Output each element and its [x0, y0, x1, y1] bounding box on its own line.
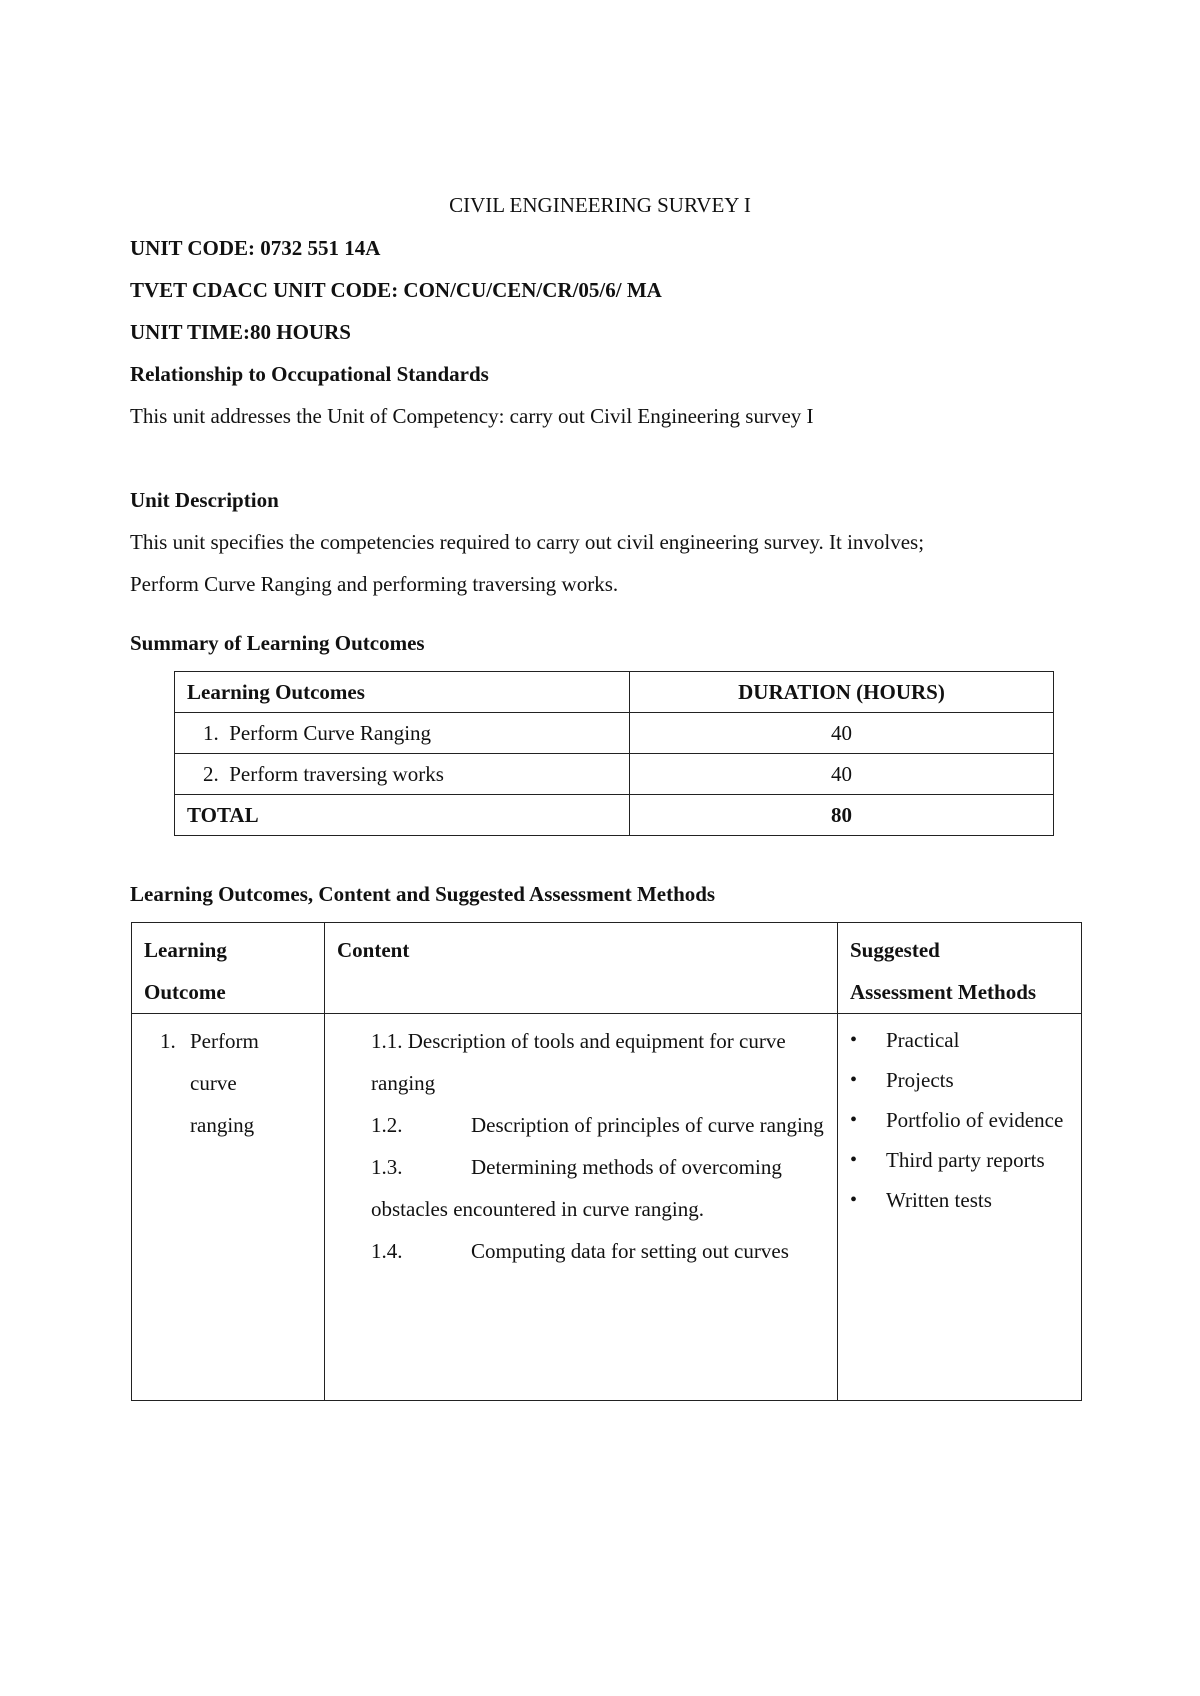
lo-col-outcome-line-1: Learning [144, 938, 227, 962]
lo-col-methods [838, 923, 1082, 1014]
outcome-number: 2. [203, 761, 219, 786]
content-number: 1.4. [371, 1239, 403, 1263]
lo-outcome-cell [132, 1014, 325, 1401]
unit-description-line-1: This unit specifies the competencies required to carry out civil engineering survey. It involves; [130, 530, 925, 554]
lo-header-row [132, 923, 1082, 1014]
summary-col-outcomes: Learning Outcomes [175, 672, 630, 713]
unit-code: UNIT CODE: 0732 551 14A [130, 236, 381, 260]
summary-header-row [175, 672, 1054, 713]
method-text: Portfolio of evidence [886, 1108, 1064, 1132]
lo-outcome-number: 1. [160, 1029, 176, 1053]
content-text: Description of tools and equipment for curve ranging [371, 1029, 786, 1095]
lo-outcome-line-2: curve [190, 1071, 237, 1095]
outcome-text: Perform Curve Ranging [229, 720, 432, 745]
summary-total-hours: 80 [630, 795, 1054, 836]
summary-hours-cell: 40 [630, 713, 1054, 754]
summary-heading: Summary of Learning Outcomes [130, 631, 425, 655]
method-text: Third party reports [886, 1148, 1045, 1172]
content-text: Determining methods of overcoming obstacles encountered in curve ranging. [371, 1155, 782, 1221]
list-item [337, 1146, 825, 1230]
list-item [850, 1020, 1069, 1060]
list-item [850, 1060, 1069, 1100]
lo-table-heading: Learning Outcomes, Content and Suggested Assessment Methods [130, 882, 716, 906]
lo-col-content: Content [325, 923, 838, 1014]
list-item [337, 1020, 825, 1104]
bullet-icon: • [850, 1149, 858, 1171]
summary-col-duration: DURATION (HOURS) [630, 672, 1054, 713]
lo-col-methods-line-2: Assessment Methods [850, 980, 1037, 1004]
method-text: Written tests [886, 1188, 992, 1212]
bullet-icon: • [850, 1069, 858, 1091]
bullet-icon: • [850, 1029, 858, 1051]
table-row [132, 1014, 1082, 1401]
method-text: Practical [886, 1028, 960, 1052]
tvet-unit-code: TVET CDACC UNIT CODE: CON/CU/CEN/CR/05/6/ MA [130, 278, 662, 302]
unit-time: UNIT TIME:80 HOURS [130, 320, 351, 344]
summary-total-label: TOTAL [175, 795, 630, 836]
content-text: Description of principles of curve ranging [471, 1113, 824, 1137]
lo-col-outcome-line-2: Outcome [144, 980, 226, 1004]
list-item [337, 1104, 825, 1146]
outcome-number: 1. [203, 720, 219, 745]
list-item [850, 1140, 1069, 1180]
list-item [337, 1230, 825, 1272]
summary-outcome-cell [175, 754, 630, 795]
lo-outcome-line-3: ranging [190, 1113, 255, 1137]
summary-outcome-cell [175, 713, 630, 754]
lo-col-methods-line-1: Suggested [850, 938, 940, 962]
document-title: CIVIL ENGINEERING SURVEY I [449, 193, 751, 217]
outcome-text: Perform traversing works [229, 761, 444, 786]
summary-hours-cell: 40 [630, 754, 1054, 795]
unit-description-line-2: Perform Curve Ranging and performing traversing works. [130, 572, 619, 596]
content-text: Computing data for setting out curves [471, 1239, 789, 1263]
relationship-text: This unit addresses the Unit of Competency: carry out Civil Engineering survey I [130, 404, 814, 428]
relationship-heading: Relationship to Occupational Standards [130, 362, 489, 386]
bullet-icon: • [850, 1189, 858, 1211]
list-item [850, 1180, 1069, 1220]
learning-outcomes-table [131, 922, 1082, 1401]
lo-methods-cell [838, 1014, 1082, 1401]
summary-total-row [175, 795, 1054, 836]
lo-content-cell [325, 1014, 838, 1401]
lo-outcome-line-1: Perform [190, 1029, 259, 1053]
content-number: 1.1. [371, 1029, 403, 1053]
content-number: 1.3. [371, 1155, 403, 1179]
unit-description-heading: Unit Description [130, 488, 279, 512]
method-text: Projects [886, 1068, 954, 1092]
lo-col-outcome [132, 923, 325, 1014]
table-row [175, 713, 1054, 754]
assessment-methods-list [850, 1020, 1069, 1220]
table-row [175, 754, 1054, 795]
bullet-icon: • [850, 1109, 858, 1131]
content-number: 1.2. [371, 1113, 403, 1137]
summary-table [174, 671, 1054, 836]
list-item [850, 1100, 1069, 1140]
